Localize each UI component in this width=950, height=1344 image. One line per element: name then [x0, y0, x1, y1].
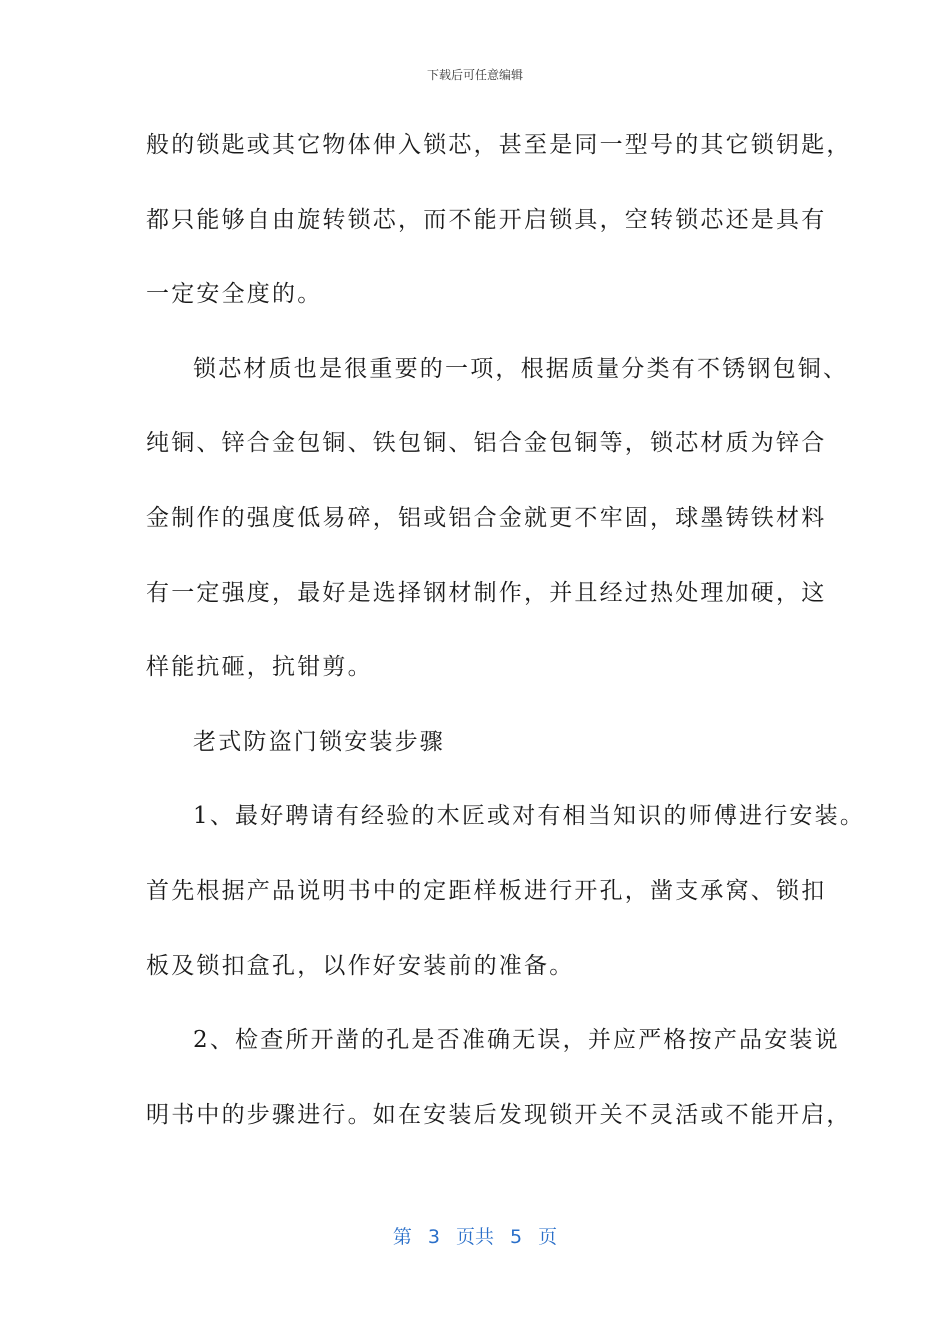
- text-line-14: 明书中的步骤进行。如在安装后发现锁开关不灵活或不能开启，: [146, 1101, 852, 1128]
- page-label-middle: 页共: [455, 1226, 494, 1248]
- text-line-3: 一定安全度的。: [146, 281, 323, 308]
- text-line-5: 纯铜、锌合金包铜、铁包铜、铝合金包铜等，锁芯材质为锌合: [146, 430, 827, 457]
- page-header: 下载后可任意编辑: [426, 68, 523, 82]
- page-current-number: 3: [427, 1226, 440, 1248]
- page-label-prefix: 第: [392, 1226, 412, 1248]
- text-line-1: 般的锁匙或其它物体伸入锁芯，甚至是同一型号的其它锁钥匙，: [146, 132, 852, 158]
- document-body: [146, 120, 866, 1164]
- text-line-8: 样能抗砸，抗钳剪。: [146, 654, 373, 681]
- text-line-2: 都只能够自由旋转锁芯，而不能开启锁具，空转锁芯还是具有: [146, 206, 827, 233]
- text-line-13: 2、检查所开凿的孔是否准确无误，并应严格按产品安装说: [193, 1027, 840, 1054]
- text-line-11: 首先根据产品说明书中的定距样板进行开孔，凿支承窝、锁扣: [146, 877, 827, 904]
- page-label-suffix: 页: [538, 1226, 558, 1248]
- section-heading: 老式防盗门锁安装步骤: [193, 728, 445, 755]
- page-total-number: 5: [510, 1226, 523, 1248]
- text-line-4: 锁芯材质也是很重要的一项，根据质量分类有不锈钢包铜、: [193, 355, 849, 382]
- page-footer: [0, 1222, 950, 1249]
- text-line-12: 板及锁扣盒孔，以作好安装前的准备。: [146, 952, 575, 979]
- text-line-10: 1、最好聘请有经验的木匠或对有相当知识的师傅进行安装。: [193, 803, 866, 830]
- text-line-6: 金制作的强度低易碎，铝或铝合金就更不牢固，球墨铸铁材料: [146, 504, 827, 531]
- text-line-7: 有一定强度，最好是选择钢材制作，并且经过热处理加硬，这: [146, 579, 827, 606]
